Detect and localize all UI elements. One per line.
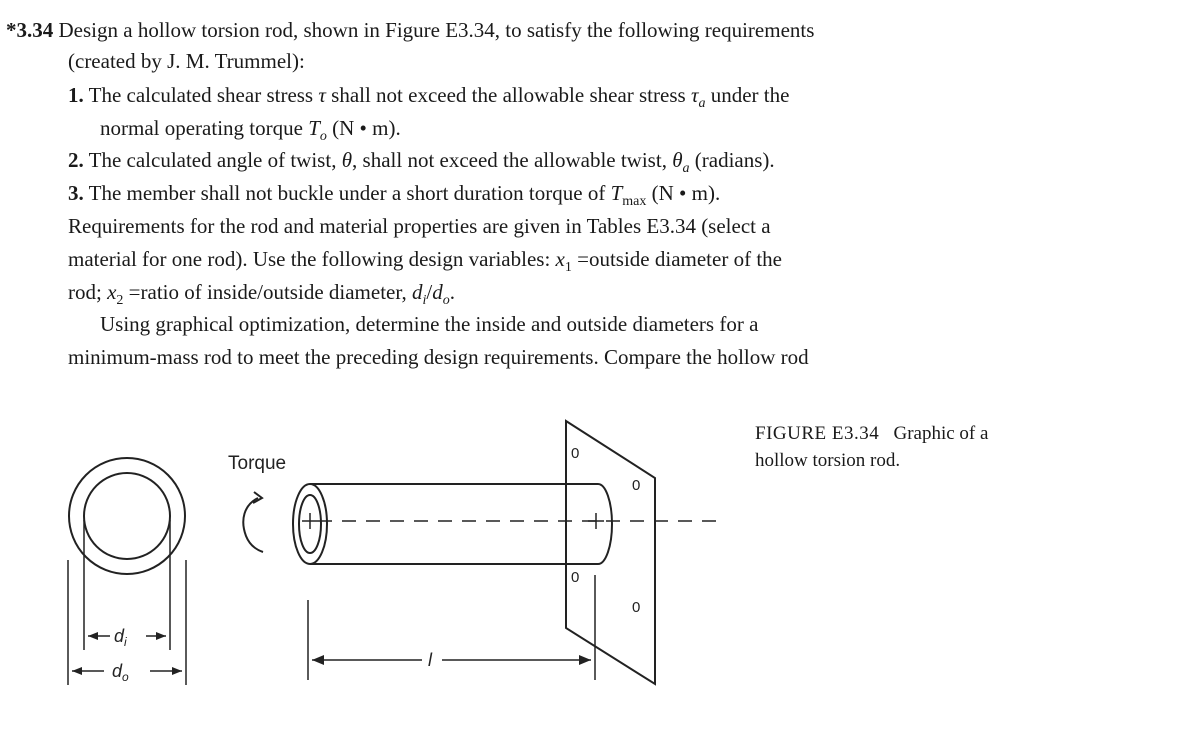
bolt-hole-label: 0	[571, 569, 580, 586]
paragraph-1-line-3: rod; $x_2$ =ratio of inside/outside diameter, $d_i/d_o$.	[68, 280, 455, 309]
torque-label: Torque	[228, 453, 287, 474]
requirement-1: 1. The calculated shear stress τ shall not exceed the allowable shear stress $\tau_a$ under the	[68, 83, 790, 112]
figure-caption: FIGURE E3.34 Graphic of a hollow torsion rod.	[755, 423, 989, 471]
requirement-3: 3. The member shall not buckle under a short duration torque of $T_{max}$ (N • m).	[68, 181, 721, 210]
paragraph-2-line-1: Using graphical optimization, determine the inside and outside diameters for a	[100, 312, 759, 336]
bolt-hole-label: 0	[571, 445, 580, 462]
outside-diameter-label: $d_o$	[112, 661, 129, 684]
length-label: l	[428, 650, 432, 670]
requirement-2: 2. The calculated angle of twist, θ, shall not exceed the allowable twist, $\theta_a$ (radians).	[68, 148, 775, 177]
mounting-plate	[566, 421, 655, 684]
inner-circle	[84, 473, 170, 559]
torque-arrow-icon	[243, 498, 263, 552]
paragraph-1-line-2: material for one rod). Use the following design variables: $x_1$ =outside diameter of the	[68, 247, 782, 276]
inside-diameter-label: $d_i$	[114, 626, 127, 649]
bolt-hole-label: 0	[632, 477, 641, 494]
problem-line-1: *3.34 Design a hollow torsion rod, shown in Figure E3.34, to satisfy the following requirements	[6, 18, 815, 42]
figure-caption-label: FIGURE E3.34	[755, 423, 880, 444]
problem-number: *3.34	[6, 18, 54, 42]
requirement-1-cont: normal operating torque $T_o$ (N • m).	[100, 116, 401, 145]
paragraph-1-line-1: Requirements for the rod and material properties are given in Tables E3.34 (select a	[68, 214, 771, 238]
paragraph-2-line-2: minimum-mass rod to meet the preceding design requirements. Compare the hollow rod	[68, 345, 809, 369]
problem-line-2: (created by J. M. Trummel):	[68, 49, 305, 73]
bolt-hole-label: 0	[632, 599, 641, 616]
outer-circle	[69, 458, 185, 574]
